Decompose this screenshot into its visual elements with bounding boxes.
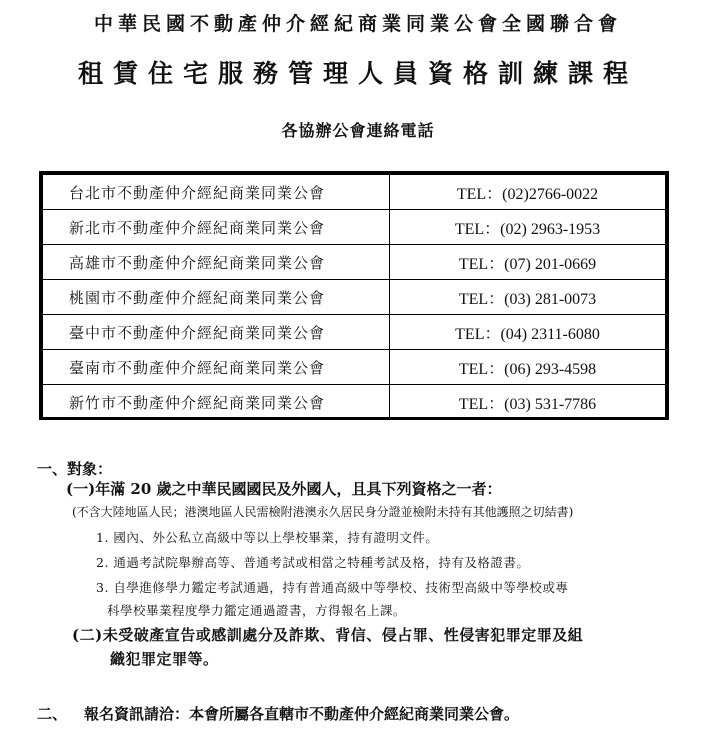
eligibility-note: (不含大陸地區人民；港澳地區人民需檢附港澳永久居民身分證並檢附未持有其他護照之切結書) [72, 505, 574, 519]
association-phone: TEL：(02)2766-0022 [390, 175, 666, 210]
table-row [43, 210, 666, 245]
association-name: 高雄市不動產仲介經紀商業同業公會 [43, 245, 390, 280]
association-phone: TEL：(06) 293-4598 [390, 350, 666, 385]
association-phone: TEL：(03) 281-0073 [390, 280, 666, 315]
table-row [43, 175, 666, 210]
course-title: 租賃住宅服務管理人員資格訓練課程 [77, 59, 638, 88]
table-row [43, 280, 666, 315]
organization-title: 中華民國不動產仲介經紀商業同業公會全國聯合會 [93, 13, 622, 35]
contacts-subtitle: 各協辦公會連絡電話 [281, 121, 435, 140]
table-row [43, 350, 666, 385]
association-name: 桃園市不動產仲介經紀商業同業公會 [43, 280, 390, 315]
section-1-sub-b: (二)未受破產宣告或感訓處分及詐欺、背信、侵占罪、性侵害犯罪定罪及組 [72, 626, 584, 644]
contacts-table [39, 171, 669, 420]
table-row [43, 385, 666, 420]
association-name: 新竹市不動產仲介經紀商業同業公會 [43, 385, 390, 420]
association-phone: TEL：(03) 531-7786 [390, 385, 666, 420]
eligibility-item-continuation: 科學校畢業程度學力鑑定通過證書，方得報名上課。 [107, 603, 407, 618]
eligibility-item: 2. 通過考試院舉辦高等、普通考試或相當之特種考試及格，持有及格證書。 [96, 555, 530, 570]
association-name: 臺中市不動產仲介經紀商業同業公會 [43, 315, 390, 350]
section-1-heading: 一、對象： [37, 460, 113, 478]
association-name: 新北市不動產仲介經紀商業同業公會 [43, 210, 390, 245]
section-2-text: 報名資訊請洽：本會所屬各直轄市不動產仲介經紀商業同業公會。 [84, 705, 520, 723]
table-row [43, 315, 666, 350]
table-row [43, 245, 666, 280]
eligibility-item: 3. 自學進修學力鑑定考試通過，持有普通高級中等學校、技術型高級中等學校或專 [96, 580, 569, 595]
eligibility-item: 1. 國內、外公私立高級中等以上學校畢業，持有證明文件。 [96, 530, 439, 545]
section-1-sub-b-continuation: 織犯罪定罪等。 [110, 650, 219, 668]
association-phone: TEL：(07) 201-0669 [390, 245, 666, 280]
association-phone: TEL：(02) 2963-1953 [390, 210, 666, 245]
association-name: 臺南市不動產仲介經紀商業同業公會 [43, 350, 390, 385]
association-phone: TEL：(04) 2311-6080 [390, 315, 666, 350]
association-name: 台北市不動產仲介經紀商業同業公會 [43, 175, 390, 210]
section-2-number: 二、 [37, 705, 68, 723]
section-1-sub-a: (一)年滿 20 歲之中華民國國民及外國人，且具下列資格之一者： [66, 480, 502, 498]
